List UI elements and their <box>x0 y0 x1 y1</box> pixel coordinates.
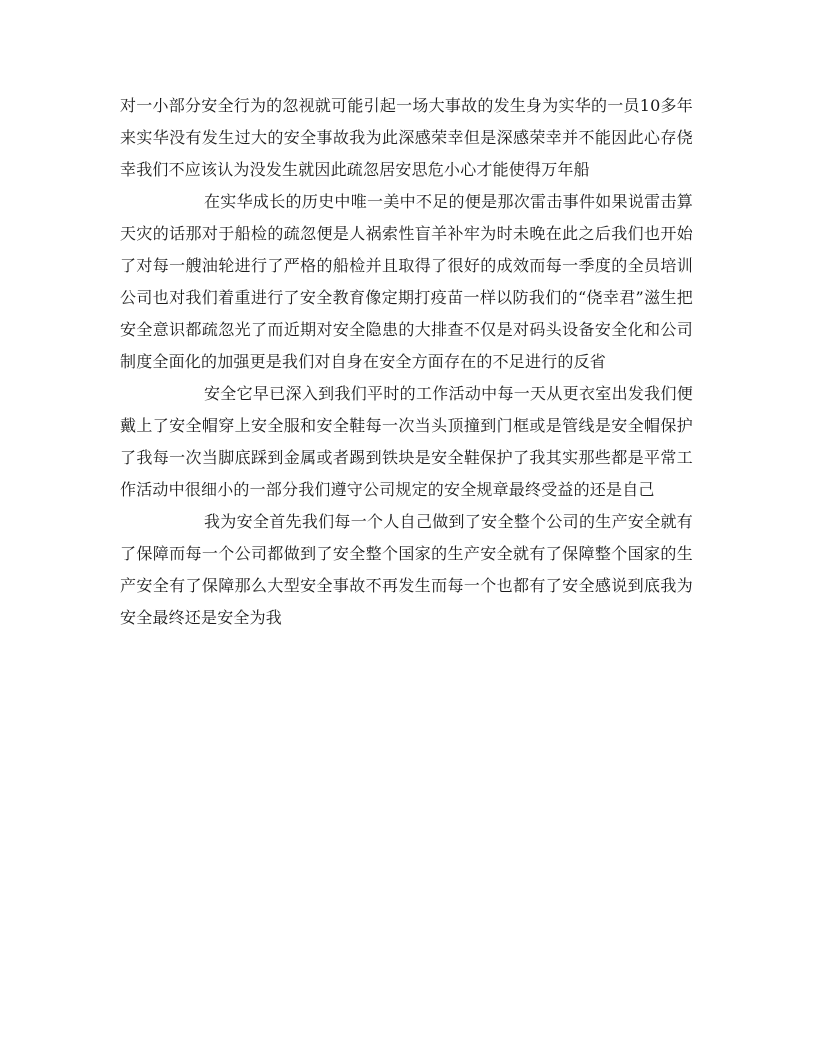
paragraph-2: 在实华成长的历史中唯一美中不足的便是那次雷击事件如果说雷击算天灾的话那对于船检的疏忽便是人祸索性盲羊补牢为时未晚在此之后我们也开始了对每一艘油轮进行了严格的船检并且取得了很好的成效而每一季度的全员培训公司也对我们着重进行了安全教育像定期打疫苗一样以防我们的“侥幸君”滋生把安全意识都疏忽光了而近期对安全隐患的大排查不仅是对码头设备安全化和公司制度全面化的加强更是我们对自身在安全方面存在的不足进行的反省 <box>120 192 693 371</box>
paragraph-1: 对一小部分安全行为的忽视就可能引起一场大事故的发生身为实华的一员10多年来实华没有发生过大的安全事故我为此深感荣幸但是深感荣幸并不能因此心存侥幸我们不应该认为没发生就因此疏忽居安思危小心才能使得万年船 <box>120 96 693 179</box>
document-body <box>120 90 693 634</box>
paragraph-3: 安全它早已深入到我们平时的工作活动中每一天从更衣室出发我们便戴上了安全帽穿上安全服和安全鞋每一次当头顶撞到门框或是管线是安全帽保护了我每一次当脚底踩到金属或者踢到铁块是安全鞋保护了我其实那些都是平常工作活动中很细小的一部分我们遵守公司规定的安全规章最终受益的还是自己 <box>120 384 693 499</box>
paragraph-4: 我为安全首先我们每一个人自己做到了安全整个公司的生产安全就有了保障而每一个公司都做到了安全整个国家的生产安全就有了保障整个国家的生产安全有了保障那么大型安全事故不再发生而每一个也都有了安全感说到底我为安全最终还是安全为我 <box>120 512 693 627</box>
